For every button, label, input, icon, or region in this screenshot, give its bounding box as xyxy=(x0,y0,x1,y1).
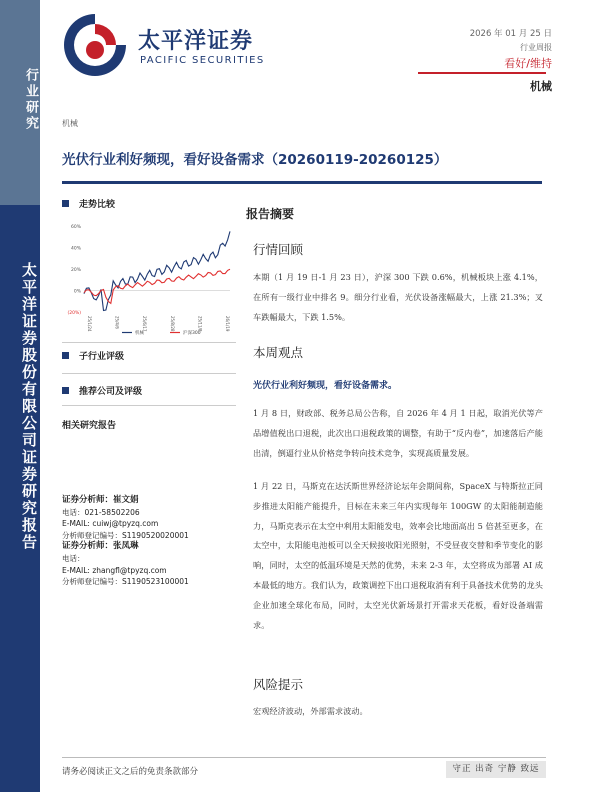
logo-mark-icon xyxy=(62,12,128,78)
y-tick-label: 40% xyxy=(70,246,81,252)
left-divider xyxy=(62,342,236,343)
company-logo xyxy=(62,8,272,83)
trend-chart xyxy=(62,216,236,344)
y-tick-label: 0% xyxy=(73,289,81,295)
view-paragraph-1: 1 月 8 日，财政部、税务总局公告称，自 2026 年 4 月 1 日起，取消光伏等产品增值税出口退税，此次出口退税政策的调整，有助于“反内卷”，加速落后产能出清，倒逼行业从价格竞争转向技术竞争，实现高质量发展。 xyxy=(253,408,543,458)
stock-rating-heading: 推荐公司及评级 xyxy=(62,384,142,397)
footer-slogan: 守正 出奇 宁静 致远 xyxy=(446,761,546,778)
risk-title: 风险提示 xyxy=(253,677,304,692)
x-tick-label: 25/4/6 xyxy=(114,316,120,329)
left-divider xyxy=(62,373,236,374)
analyst-name: 证券分析师：崔文娟 xyxy=(62,495,139,505)
industry-name: 机械 xyxy=(530,80,552,93)
x-tick-label: 25/8/28 xyxy=(169,316,175,332)
legend-label: 机械 xyxy=(135,331,144,336)
report-title: 光伏行业利好频现，看好设备需求（20260119-20260125） xyxy=(62,152,448,168)
analyst-block xyxy=(62,495,189,588)
report-type: 行业周报 xyxy=(520,43,552,52)
category-label: 行业研究 xyxy=(23,68,38,132)
view-title: 本周观点 xyxy=(253,345,304,360)
legend-label: 沪深300 xyxy=(183,331,201,336)
sub-rating-heading: 子行业评级 xyxy=(62,349,124,362)
y-tick-label: (20%) xyxy=(67,311,81,316)
csi300-series-line xyxy=(84,269,230,303)
machinery-series-line xyxy=(84,231,230,310)
logo-name-en: PACIFIC SECURITIES xyxy=(140,55,265,66)
square-bullet-icon xyxy=(62,352,69,359)
square-bullet-icon xyxy=(62,387,69,394)
title-rule xyxy=(62,181,542,184)
logo-name-cn: 太平洋证券 xyxy=(138,29,254,54)
square-bullet-icon xyxy=(62,200,69,207)
industry-rating: 看好/维持 xyxy=(504,57,552,70)
analyst-phone: 电话：021-58502206 xyxy=(62,507,140,517)
report-date: 2026 年 01 月 25 日 xyxy=(469,29,552,39)
disclaimer-note: 请务必阅读正文之后的免责条款部分 xyxy=(62,767,199,777)
abstract-title: 报告摘要 xyxy=(246,207,295,221)
x-tick-label: 25/1/24 xyxy=(87,316,92,332)
related-reports-heading: 相关研究报告 xyxy=(62,421,117,431)
risk-paragraph: 宏观经济波动，外部需求波动。 xyxy=(253,706,368,716)
left-band xyxy=(0,0,40,792)
analyst-email[interactable]: E-MAIL: zhangfl@tpyzq.com xyxy=(62,565,167,575)
x-tick-label: 26/1/19 xyxy=(225,316,230,332)
analyst-email[interactable]: E-MAIL: cuiwj@tpyzq.com xyxy=(62,519,159,529)
view-paragraph-2: 1 月 22 日，马斯克在达沃斯世界经济论坛年会期间称，SpaceX 与特斯拉正同步推进太阳能产能提升，目标在未来三年内实现每年 100GW 的太阳能制造能力，马斯克表示在太空中利用太阳能发电，效率会比地面高出 5 倍甚至更多，在太空中，太阳能电池板可以全天候接收阳光照射，不受昼夜交替和季节变化的影响，同时，太空的低温环境是天然的优势，未来 2-3 年，太空将成为部署 AI 成本最低的地方。我们认为，政策调控下出口退税取消有利于具备技术优势的龙头企业加速全球化布局，同时，太空光伏新场景打开需求天花板，看好设备端需求。 xyxy=(253,481,543,630)
left-divider xyxy=(62,405,236,406)
review-title: 行情回顾 xyxy=(253,242,304,257)
analyst-reg: 分析师登记编号：S1190523100001 xyxy=(62,577,189,587)
x-tick-label: 25/11/8 xyxy=(197,316,203,332)
header-red-rule xyxy=(418,72,546,74)
trend-heading: 走势比较 xyxy=(62,197,115,210)
trend-chart-svg xyxy=(62,216,236,344)
analyst-phone: 电话： xyxy=(62,553,85,563)
analyst-name: 证券分析师：张凤琳 xyxy=(62,541,139,552)
analyst-reg: 分析师登记编号：S1190520020001 xyxy=(62,530,189,540)
footer-rule xyxy=(62,757,546,758)
breadcrumb: 机械 xyxy=(62,119,78,128)
x-tick-label: 25/6/17 xyxy=(142,316,148,332)
view-highlight: 光伏行业利好频现，看好设备需求。 xyxy=(253,381,398,391)
y-tick-label: 60% xyxy=(70,225,81,230)
review-paragraph: 本期（1 月 19 日-1 月 23 日），沪深 300 下跌 0.6%，机械板块上涨 4.1%，在所有一级行业中排名 9。细分行业看，光伏设备涨幅最大，上涨 21.3%；叉车跌幅最大，下跌 1.5%。 xyxy=(253,272,543,322)
y-tick-label: 20% xyxy=(70,268,81,273)
company-label: 太平洋证券股份有限公司证券研究报告 xyxy=(20,262,38,551)
